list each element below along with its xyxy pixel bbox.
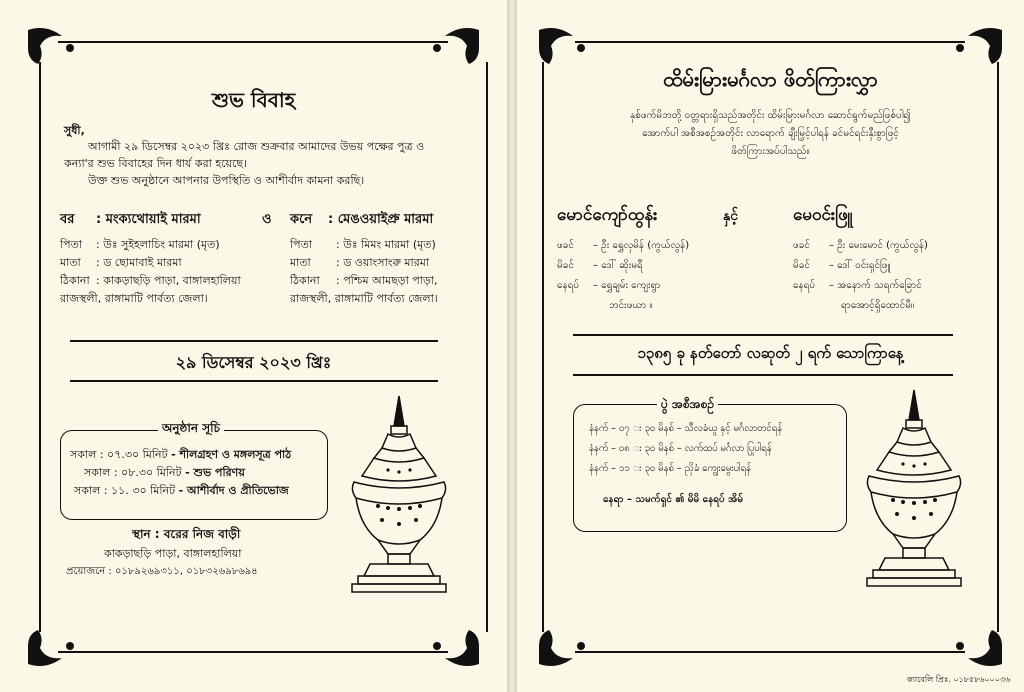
bengali-invitation-page	[0, 0, 507, 692]
page-title: ထိမ်းမြားမင်္ဂလာ ဖိတ်ကြားလွှာ	[663, 67, 878, 91]
program-item: সকাল : ১১. ৩০ মিনিট - আশীর্বাদ ও প্রীতিভোজ	[74, 484, 289, 497]
bride-address-2: রাজস্থলী, রাঙ্গামাটি পার্বত্য জেলা।	[290, 292, 438, 305]
divider	[70, 340, 438, 342]
groom-mother: မိခင် – ဒေါ် ဆိုးမရီ	[557, 260, 643, 271]
wedding-date: ২৯ ডিসেম্বর ২০২৩ খ্রিঃ	[175, 353, 332, 372]
bride-name: မေဝင်းဖြူ	[793, 205, 853, 225]
bride-role: কনে	[290, 212, 313, 227]
salutation: সুধী,	[64, 124, 85, 137]
venue: স্থান : বরের নিজ বাড়ী	[132, 527, 241, 541]
intro-line: နှစ်ဖက်မိဘတို့ ဝတ္တရားရှိသည်အတိုင်း ထိမ်းမြားမင်္ဂလာ ဆောင်ရွက်မည်ဖြစ်ပါ၍	[630, 110, 911, 121]
groom-address-2: রাজস্থলী, রাঙ্গামাটি পার্বত্য জেলা।	[60, 292, 208, 305]
groom-father: ဖခင် – ဦး ရွှေလှမိန် (ကွယ်လွန်)	[557, 240, 690, 251]
intro-line: ဖိတ်ကြားအပ်ပါသည်။	[731, 146, 810, 157]
program-item: সকাল : ০৭.৩০ মিনিট - শীলগ্রহণ ও মঙ্গলসূত্র পাঠ	[70, 448, 292, 461]
divider	[70, 380, 438, 382]
bride-mother: မိခင် – ဒေါ် ဝင်းရှင်ဖြူ	[793, 260, 891, 271]
intro-line: အောက်ပါ အစီအစဉ်အတိုင်း လာရောက် ချီးမြှင့်ပါရန် ခင်မင်ရင်းနှီးစွာဖြင့်	[642, 128, 899, 139]
and-connector: ও	[262, 212, 272, 227]
bride-address: ঠিকানা : পশ্চিম আমছড়া পাড়া,	[290, 274, 438, 287]
groom-name: : মংক্যথোয়াই মারমা	[96, 212, 201, 227]
and-connector: နှင့်	[723, 208, 738, 224]
groom-mother: মাতা : ড ছোমাবাই মারমা	[60, 256, 182, 269]
bride-name: : মেঙওয়াইপ্রু মারমা	[328, 212, 434, 227]
intro-line: কন্যা'র শুভ বিবাহের দিন ধার্য করা হয়েছে।	[64, 157, 248, 170]
divider	[573, 334, 953, 336]
program-item: နံနက် – ၀၇ း ၃၀ မိနစ် – သီလခံယူ နှင့် မင်္ဂလာတင်ရန်	[589, 423, 783, 434]
printer-credit: ক্যাবেলি প্রিঃ. ০১৮৫৮৬০০০৩৬	[907, 675, 1011, 684]
intro-line: আগামী ২৯ ডিসেম্বর ২০২৩ খ্রিঃ রোজ শুক্রবার আমাদের উভয় পক্ষের পুত্র ও	[88, 140, 425, 153]
groom-role: বর	[60, 212, 75, 227]
bride-address-2: ရာအောင့်ရှိထောင်မီ။	[841, 300, 914, 311]
bride-father: ဖခင် – ဦး မေးမောင် (ကွယ်လွန်)	[793, 240, 928, 251]
program-item: နံနက် – ၀၈ း ၃၀ မိနစ် – လက်ထပ် မင်္ဂလာ ပြုပါရန်	[589, 443, 772, 454]
program-title: অনুষ্ঠান সূচি	[158, 420, 224, 440]
page-title: শুভ বিবাহ	[211, 88, 296, 112]
groom-address: နေရပ် – ရွှေချမ်း ကျေးရွာ	[557, 280, 661, 291]
program-item: সকাল : ০৮.৩০ মিনিট - শুভ পরিণয়	[84, 466, 245, 479]
program-item: နံနက် – ၁၁ း ၃၀ မိနစ် – ညှိခံ ကျွေးမွေးပါရန်	[589, 463, 751, 474]
wedding-date: ၁၃၈၅ ခု နတ်တော် လဆုတ် ၂ ရက် သောကြာနေ့	[637, 344, 904, 362]
bride-mother: মাতা : ড ওয়াংসাংরু মারমা	[290, 256, 430, 269]
venue-address: কাকড়াছড়ি পাড়া, বাঙ্গালহালিয়া	[104, 547, 242, 560]
ceremonial-bowl-icon	[863, 388, 965, 593]
book-gutter	[507, 0, 517, 692]
groom-father: পিতা : উঃ সুইহলাচিং মারমা (মৃত)	[60, 238, 220, 251]
myanmar-invitation-page	[517, 0, 1024, 692]
divider	[573, 374, 953, 376]
intro-line: উক্ত শুভ অনুষ্ঠানে আপনার উপস্থিতি ও আশীর্বাদ কামনা করছি।	[88, 174, 365, 187]
program-title: ပွဲ အစီအစဉ်	[657, 396, 718, 414]
contact-numbers: প্রয়োজনে : ০১৮৯২৬৯৩১১, ০১৮৩২৬৯৮৬৯৪	[66, 566, 258, 577]
groom-address: ঠিকানা : কাকড়াছড়ি পাড়া, বাঙ্গালহালিয়া	[60, 274, 241, 287]
bride-address: နေရပ် – အနောက် သရက်ခြောင်	[793, 280, 922, 291]
groom-address-2: ဘင်းဖယာ ။	[609, 300, 653, 311]
groom-name: မောင်ကျော်ထွန်း	[557, 205, 658, 225]
ceremonial-bowl-icon	[348, 394, 450, 599]
bride-father: পিতা : উঃ মিমং মারমা (মৃত)	[290, 238, 436, 251]
venue: နေရာ – သမက်ရှင် ၏ မိမိ နေရပ် အိမ်	[603, 494, 744, 505]
